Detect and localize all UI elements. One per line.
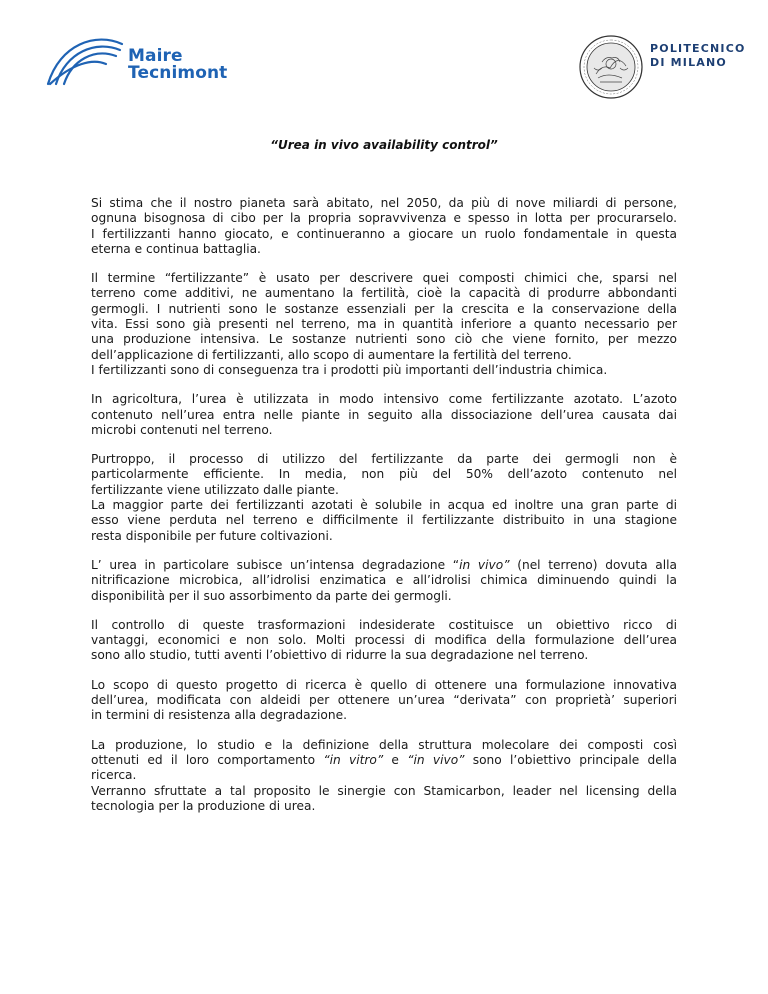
paragraph-3 (91, 392, 677, 438)
p2-line-7: I fertilizzanti sono di conseguenza tra i prodotti più importanti dell’industria chimica. (91, 362, 608, 377)
p2-line-2: terreno come additivi, ne aumentano la fertilità, cioè la capacità di produrre abbondanti (91, 286, 677, 301)
p8-line-4: Verranno sfruttate a tal proposito le sinergie con Stamicarbon, leader nel licensing della (91, 783, 677, 798)
p5-line-1-post: (nel terreno) dovuta alla (509, 557, 677, 572)
p8-line-1: La produzione, lo studio e la definizione della struttura molecolare dei composti così (91, 737, 677, 752)
p8-line-2-pre: ottenuti ed il loro comportamento (91, 752, 324, 767)
p7-line-2: dell’urea, modificata con aldeidi per ottenere un’urea “derivata” con proprietà’ superiori (91, 693, 677, 708)
p3-line-3: microbi contenuti nel terreno. (91, 422, 273, 437)
p5-line-1 (91, 558, 677, 573)
paragraph-6 (91, 618, 677, 664)
p7-line-3: in termini di resistenza alla degradazione. (91, 708, 347, 723)
p8-line-5: tecnologia per la produzione di urea. (91, 798, 316, 813)
p4-line-5: esso viene perduta nel terreno e difficilmente il fertilizzante distribuito in una stagione (91, 513, 677, 528)
p8-line-3: ricerca. (91, 768, 137, 783)
politecnico-logo (578, 34, 758, 100)
polimi-line-1: POLITECNICO (650, 42, 746, 55)
p4-line-3: fertilizzante viene utilizzato dalle piante. (91, 482, 339, 497)
p5-line-3: disponibilità per il suo assorbimento da parte dei germogli. (91, 588, 452, 603)
p1-line-1: Si stima che il nostro pianeta sarà abitato, nel 2050, da più di nove miliardi di persone, (91, 196, 677, 210)
polimi-line-2: DI MILANO (650, 56, 727, 69)
paragraph-7 (91, 678, 677, 724)
p2-line-4: vita. Essi sono già presenti nel terreno, ma in quantità inferiore a quanto necessario per (91, 317, 677, 332)
paragraph-5 (91, 558, 677, 604)
p4-line-4: La maggior parte dei fertilizzanti azotati è solubile in acqua ed inoltre una gran parte di (91, 498, 677, 513)
p3-line-2: contenuto nell’urea entra nelle piante in seguito alla dissociazione dell’urea causata dai (91, 407, 677, 422)
p4-line-6: resta disponibile per future coltivazioni. (91, 528, 333, 543)
p5-in-vivo: in vivo” (459, 557, 510, 572)
paragraph-2 (91, 271, 677, 378)
p6-line-3: sono allo studio, tutti aventi l’obiettivo di ridurre la sua degradazione nel terreno. (91, 648, 589, 663)
maire-tecnimont-arcs-icon (46, 34, 130, 86)
maire-tecnimont-logo (46, 34, 246, 90)
p1-line-2: ognuna bisognosa di cibo per la propria sopravvivenza e spesso in lotta per procurarselo. (91, 211, 677, 226)
p2-line-3: germogli. I nutrienti sono le sostanze essenziali per la crescita e la conservazione della (91, 301, 677, 316)
p3-line-1: In agricoltura, l’urea è utilizzata in modo intensivo come fertilizzante azotato. L’azoto (91, 392, 677, 407)
p1-line-4: eterna e continua battaglia. (91, 241, 261, 256)
p5-line-1-pre: L’ urea in particolare subisce un’intensa degradazione “ (91, 557, 460, 572)
paragraph-4 (91, 452, 677, 544)
p4-line-2: particolarmente efficiente. In media, non più del 50% dell’azoto contenuto nel (91, 467, 677, 482)
paragraph-8 (91, 738, 677, 814)
document-body (91, 196, 677, 828)
p5-line-2: nitrificazione microbica, all’idrolisi enzimatica e all’idrolisi chimica diminuendo quindi la (91, 573, 677, 588)
logo-line-maire: Maire (128, 46, 183, 66)
politecnico-seal-icon (578, 34, 644, 100)
p8-line-2-post: sono l’obiettivo principale della (464, 752, 677, 767)
p8-line-2 (91, 753, 677, 768)
p7-line-1: Lo scopo di questo progetto di ricerca è quello di ottenere una formulazione innovativa (91, 677, 677, 692)
document-title: “Urea in vivo availability control” (270, 138, 498, 152)
p8-line-2-mid: e (383, 752, 408, 767)
p2-line-1: Il termine “fertilizzante” è usato per descrivere quei composti chimici che, sparsi nel (91, 271, 677, 286)
p6-line-1: Il controllo di queste trasformazioni indesiderate costituisce un obiettivo ricco di (91, 617, 677, 632)
p4-line-1: Purtroppo, il processo di utilizzo del fertilizzante da parte dei germogli non è (91, 452, 677, 467)
p6-line-2: vantaggi, economici e non solo. Molti processi di modifica della formulazione dell’urea (91, 633, 677, 648)
p8-in-vivo: “in vivo” (407, 752, 465, 767)
p1-line-3: I fertilizzanti hanno giocato, e continueranno a giocare un ruolo fondamentale in questa (91, 226, 677, 241)
logo-line-tecnimont: Tecnimont (128, 63, 228, 83)
paragraph-1 (91, 196, 677, 257)
p2-line-5: una produzione intensiva. Le sostanze nutrienti sono ciò che viene fornito, per mezzo (91, 332, 677, 347)
p8-in-vitro: “in vitro” (323, 752, 384, 767)
p2-line-6: dell’applicazione di fertilizzanti, allo scopo di aumentare la fertilità del terreno. (91, 347, 572, 362)
